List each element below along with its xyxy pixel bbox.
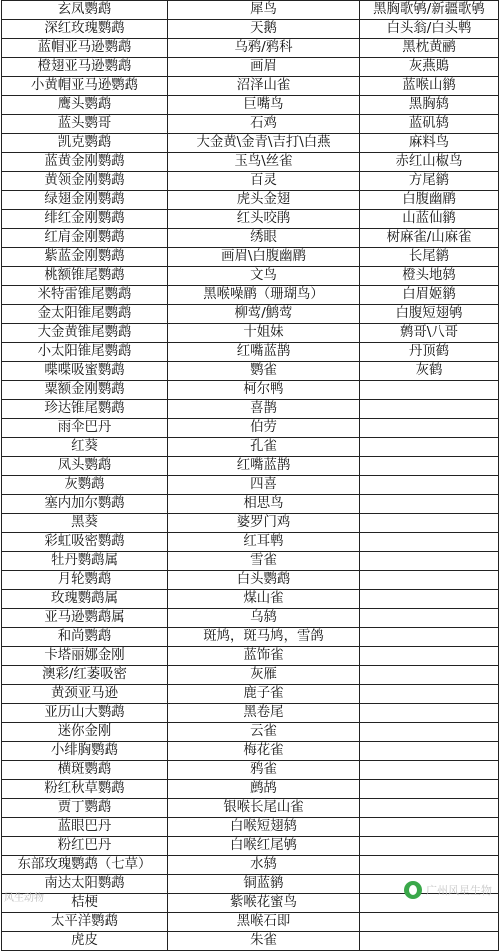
songbird-cell: 灰燕鵙 [360, 58, 499, 77]
songbird-cell [360, 818, 499, 837]
watermark-left: 风生动物 [4, 893, 44, 904]
songbird-cell: 麻料鸟 [360, 134, 499, 153]
parrot-cell: 小绯胸鹦鹉 [2, 742, 168, 761]
table-row [2, 742, 499, 761]
songbird-cell [360, 476, 499, 495]
table-row [2, 267, 499, 286]
bird-cell: 柳莺/鹪莺 [168, 305, 360, 324]
table-row [2, 647, 499, 666]
bird-cell: 鹿子雀 [168, 685, 360, 704]
parrot-cell: 黄领金刚鹦鹉 [2, 172, 168, 191]
parrot-cell: 太平洋鹦鹉 [2, 913, 168, 932]
table-row [2, 438, 499, 457]
songbird-cell: 鹩哥\八哥 [360, 324, 499, 343]
table-row [2, 723, 499, 742]
table-row [2, 837, 499, 856]
bird-cell: 伯劳 [168, 419, 360, 438]
songbird-cell: 赤红山椒鸟 [360, 153, 499, 172]
parrot-cell: 迷你金刚 [2, 723, 168, 742]
table-row [2, 476, 499, 495]
songbird-cell [360, 495, 499, 514]
bird-cell: 婆罗门鸡 [168, 514, 360, 533]
table-row [2, 1, 499, 20]
songbird-cell: 长尾鹟 [360, 248, 499, 267]
bird-cell: 画眉\白腹幽鹛 [168, 248, 360, 267]
watermark-right-text: 广州风星生物 [426, 884, 492, 897]
songbird-cell [360, 856, 499, 875]
table-row [2, 799, 499, 818]
table-row [2, 913, 499, 932]
bird-cell: 朱雀 [168, 932, 360, 951]
parrot-cell: 和尚鹦鹉 [2, 628, 168, 647]
table-row [2, 115, 499, 134]
parrot-cell: 南达太阳鹦鹉 [2, 875, 168, 894]
parrot-cell: 卡塔丽娜金刚 [2, 647, 168, 666]
songbird-cell: 灰鹤 [360, 362, 499, 381]
songbird-cell [360, 723, 499, 742]
table-row [2, 609, 499, 628]
parrot-cell: 牡丹鹦鹉属 [2, 552, 168, 571]
table-row [2, 856, 499, 875]
songbird-cell [360, 419, 499, 438]
table-row [2, 305, 499, 324]
songbird-cell [360, 647, 499, 666]
parrot-cell: 澳彩/红萎吸密 [2, 666, 168, 685]
parrot-cell: 玄凤鹦鹉 [2, 1, 168, 20]
songbird-cell: 蓝矶鸫 [360, 115, 499, 134]
bird-cell: 蓝饰雀 [168, 647, 360, 666]
table-row [2, 324, 499, 343]
table-row [2, 761, 499, 780]
watermark-right [404, 881, 492, 899]
bird-cell: 黑喉噪鹛（珊瑚鸟） [168, 286, 360, 305]
songbird-cell [360, 438, 499, 457]
table-row [2, 780, 499, 799]
parrot-cell: 金太阳锥尾鹦鹉 [2, 305, 168, 324]
bird-cell: 柯尔鸭 [168, 381, 360, 400]
parrot-cell: 黑葵 [2, 514, 168, 533]
bird-cell: 相思鸟 [168, 495, 360, 514]
bird-cell: 大金黄\金青\吉打\白燕 [168, 134, 360, 153]
songbird-cell: 黑枕黄鹂 [360, 39, 499, 58]
songbird-cell [360, 932, 499, 951]
parrot-cell: 粉红秋草鹦鹉 [2, 780, 168, 799]
table-row [2, 400, 499, 419]
songbird-cell [360, 609, 499, 628]
songbird-cell [360, 457, 499, 476]
parrot-cell: 紫蓝金刚鹦鹉 [2, 248, 168, 267]
table-row [2, 932, 499, 951]
bird-cell: 紫喉花蜜鸟 [168, 894, 360, 913]
bird-cell: 鸦雀 [168, 761, 360, 780]
bird-cell: 鹧鸪 [168, 780, 360, 799]
table-row [2, 685, 499, 704]
table-row [2, 514, 499, 533]
bird-cell: 斑鸠，斑马鸠，雪鸽 [168, 628, 360, 647]
parrot-cell: 大金黄锥尾鹦鹉 [2, 324, 168, 343]
parrot-cell: 米特雷锥尾鹦鹉 [2, 286, 168, 305]
songbird-cell [360, 704, 499, 723]
bird-cell: 犀鸟 [168, 1, 360, 20]
table-row [2, 818, 499, 837]
bird-cell: 黑卷尾 [168, 704, 360, 723]
songbird-cell [360, 666, 499, 685]
bird-cell: 沼泽山雀 [168, 77, 360, 96]
songbird-cell [360, 533, 499, 552]
table-row [2, 58, 499, 77]
bird-cell: 虎头金翅 [168, 191, 360, 210]
parrot-cell: 粉红巴丹 [2, 837, 168, 856]
table-row [2, 191, 499, 210]
parrot-cell: 月轮鹦鹉 [2, 571, 168, 590]
parrot-cell: 桔梗 [2, 894, 168, 913]
parrot-cell: 灰鹦鹉 [2, 476, 168, 495]
table-row [2, 134, 499, 153]
songbird-cell [360, 400, 499, 419]
table-row [2, 495, 499, 514]
bird-cell: 梅花雀 [168, 742, 360, 761]
bird-cell: 天鹅 [168, 20, 360, 39]
songbird-cell: 山蓝仙鹟 [360, 210, 499, 229]
table-row [2, 210, 499, 229]
brand-logo-icon [404, 881, 422, 899]
parrot-cell: 凯克鹦鹉 [2, 134, 168, 153]
table-row [2, 419, 499, 438]
table-row [2, 571, 499, 590]
parrot-cell: 彩虹吸密鹦鹉 [2, 533, 168, 552]
parrot-cell: 亚历山大鹦鹉 [2, 704, 168, 723]
bird-cell: 玉鸟\丝雀 [168, 153, 360, 172]
songbird-cell [360, 381, 499, 400]
bird-cell: 百灵 [168, 172, 360, 191]
table-row [2, 590, 499, 609]
parrot-cell: 贾丁鹦鹉 [2, 799, 168, 818]
bird-cell: 乌鸫 [168, 609, 360, 628]
songbird-cell [360, 552, 499, 571]
parrot-cell: 桃额锥尾鹦鹉 [2, 267, 168, 286]
parrot-cell: 红肩金刚鹦鹉 [2, 229, 168, 248]
table-row [2, 248, 499, 267]
parrot-cell: 横斑鹦鹉 [2, 761, 168, 780]
parrot-cell: 鹰头鹦鹉 [2, 96, 168, 115]
songbird-cell: 白眉姬鹟 [360, 286, 499, 305]
parrot-cell: 橙翅亚马逊鹦鹉 [2, 58, 168, 77]
parrot-cell: 深红玫瑰鹦鹉 [2, 20, 168, 39]
parrot-cell: 红葵 [2, 438, 168, 457]
parrot-cell: 绿翅金刚鹦鹉 [2, 191, 168, 210]
parrot-cell: 蓝帽亚马逊鹦鹉 [2, 39, 168, 58]
parrot-cell: 雨伞巴丹 [2, 419, 168, 438]
table-row [2, 39, 499, 58]
songbird-cell: 白头翁/白头鹎 [360, 20, 499, 39]
bird-cell: 雪雀 [168, 552, 360, 571]
songbird-cell: 白腹幽鹛 [360, 191, 499, 210]
bird-cell: 画眉 [168, 58, 360, 77]
table-row [2, 457, 499, 476]
parrot-cell: 亚马逊鹦鹉属 [2, 609, 168, 628]
bird-cell: 乌鸦/鸦科 [168, 39, 360, 58]
songbird-cell: 黑胸鸫 [360, 96, 499, 115]
parrot-cell: 虎皮 [2, 932, 168, 951]
songbird-cell [360, 799, 499, 818]
parrot-cell: 蓝头鹦哥 [2, 115, 168, 134]
table-row [2, 666, 499, 685]
songbird-cell: 丹顶鹤 [360, 343, 499, 362]
parrot-cell: 喋喋吸蜜鹦鹉 [2, 362, 168, 381]
songbird-cell: 白腹短翅鸲 [360, 305, 499, 324]
table-row [2, 153, 499, 172]
parrot-cell: 蓝眼巴丹 [2, 818, 168, 837]
bird-cell: 鹦雀 [168, 362, 360, 381]
table-row [2, 229, 499, 248]
bird-cell: 银喉长尾山雀 [168, 799, 360, 818]
bird-cell: 红耳鹎 [168, 533, 360, 552]
table-row [2, 552, 499, 571]
bird-cell: 水鸫 [168, 856, 360, 875]
songbird-cell [360, 514, 499, 533]
songbird-cell [360, 780, 499, 799]
table-row [2, 96, 499, 115]
bird-cell: 红嘴蓝鹊 [168, 457, 360, 476]
bird-cell: 铜蓝鹟 [168, 875, 360, 894]
bird-cell: 石鸡 [168, 115, 360, 134]
bird-cell: 十姐妹 [168, 324, 360, 343]
bird-cell: 白头鹦鹉 [168, 571, 360, 590]
songbird-cell [360, 761, 499, 780]
bird-cell: 绣眼 [168, 229, 360, 248]
species-table-body [2, 1, 499, 951]
parrot-cell: 塞内加尔鹦鹉 [2, 495, 168, 514]
bird-cell: 白喉短翅鸫 [168, 818, 360, 837]
songbird-cell [360, 913, 499, 932]
bird-cell: 四喜 [168, 476, 360, 495]
species-table [1, 0, 499, 951]
table-row [2, 77, 499, 96]
table-row [2, 286, 499, 305]
bird-cell: 红嘴蓝鹊 [168, 343, 360, 362]
parrot-cell: 珍达锥尾鹦鹉 [2, 400, 168, 419]
bird-cell: 白喉红尾鸲 [168, 837, 360, 856]
bird-cell: 文鸟 [168, 267, 360, 286]
table-row [2, 20, 499, 39]
table-row [2, 362, 499, 381]
songbird-cell [360, 685, 499, 704]
table-row [2, 343, 499, 362]
songbird-cell: 黑胸歌鸲/新疆歌鸲 [360, 1, 499, 20]
parrot-cell: 粟额金刚鹦鹉 [2, 381, 168, 400]
songbird-cell: 树麻雀/山麻雀 [360, 229, 499, 248]
table-row [2, 628, 499, 647]
parrot-cell: 黄颈亚马逊 [2, 685, 168, 704]
table-row [2, 172, 499, 191]
bird-cell: 喜鹊 [168, 400, 360, 419]
bird-cell: 灰雁 [168, 666, 360, 685]
songbird-cell: 方尾鹟 [360, 172, 499, 191]
bird-cell: 煤山雀 [168, 590, 360, 609]
table-row [2, 381, 499, 400]
songbird-cell [360, 571, 499, 590]
songbird-cell: 橙头地鸫 [360, 267, 499, 286]
bird-cell: 黑喉石即 [168, 913, 360, 932]
bird-cell: 云雀 [168, 723, 360, 742]
parrot-cell: 凤头鹦鹉 [2, 457, 168, 476]
songbird-cell [360, 742, 499, 761]
bird-cell: 巨嘴鸟 [168, 96, 360, 115]
table-row [2, 533, 499, 552]
parrot-cell: 小太阳锥尾鹦鹉 [2, 343, 168, 362]
parrot-cell: 蓝黄金刚鹦鹉 [2, 153, 168, 172]
songbird-cell [360, 628, 499, 647]
songbird-cell [360, 590, 499, 609]
songbird-cell: 蓝喉山鹟 [360, 77, 499, 96]
table-row [2, 704, 499, 723]
bird-cell: 红头咬鹃 [168, 210, 360, 229]
parrot-cell: 绯红金刚鹦鹉 [2, 210, 168, 229]
parrot-cell: 东部玫瑰鹦鹉（七草） [2, 856, 168, 875]
bird-cell: 孔雀 [168, 438, 360, 457]
parrot-cell: 小黄帽亚马逊鹦鹉 [2, 77, 168, 96]
songbird-cell [360, 837, 499, 856]
parrot-cell: 玫瑰鹦鹉属 [2, 590, 168, 609]
